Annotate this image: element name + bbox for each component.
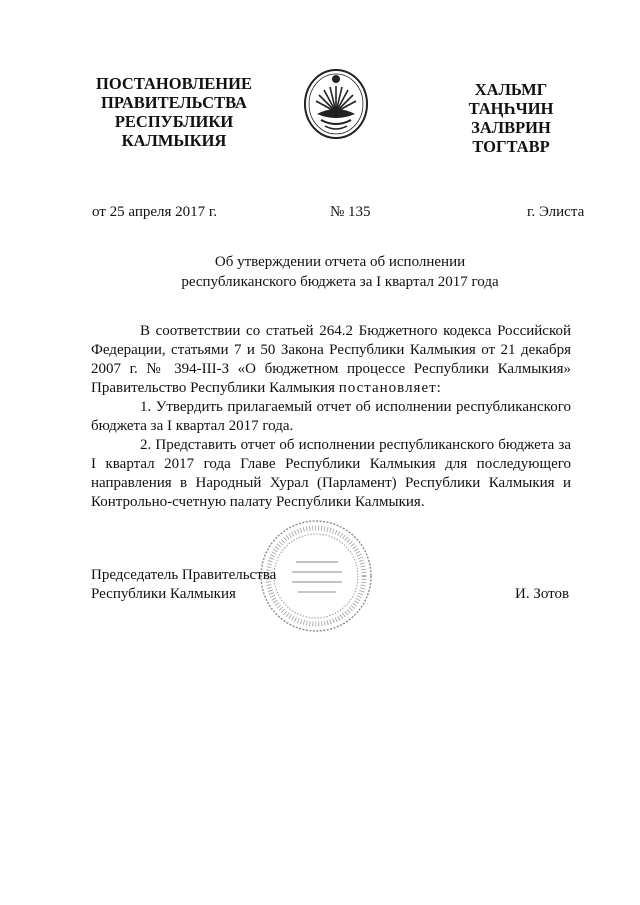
header-left-line: ПОСТАНОВЛЕНИЕ [96,74,252,93]
decree-body [91,322,571,512]
header-left-line: КАЛМЫКИЯ [121,131,227,150]
signatory-title-line: Республики Калмыкия [91,586,236,602]
title-line: Об утверждении отчета об исполнении [214,254,466,270]
paragraph-item-1: 1. Утвердить прилагаемый отчет об исполнении республиканского бюджета за I квартал 2017 года. [91,399,571,434]
intro-tail: Правительство Республики Калмыкия [91,380,335,396]
decree-date: от 25 апреля 2017 г. [92,204,218,220]
signatory-title-line: Председатель Правительства [91,567,277,583]
decree-city: г. Элиста [527,204,585,220]
decree-number: № 135 [330,204,371,220]
decree-word: постановляет: [338,380,442,396]
kalmykia-coat-of-arms-icon [303,68,369,140]
header-left-line: ПРАВИТЕЛЬСТВА [101,93,247,112]
header-kalmyk-title [456,80,566,156]
header-right-line: ХАЛЬМГ [474,80,548,99]
header-right-line: ТОГТАВР [472,137,550,156]
paragraph-intro [91,322,571,398]
signatory-title [91,566,276,604]
header-right-line: ЗАЛВРИН [471,118,551,137]
header-left-line: РЕСПУБЛИКИ [114,112,234,131]
header-right-line: ТАҢҺЧИН [468,99,554,118]
paragraph-item-2: 2. Представить отчет об исполнении республиканского бюджета за I квартал 2017 года Главе Республики Калмыкия для последующего направления в Народный Хурал (Парламент) Республики Калмыкия и Контрольно-счетную палату Республики Калмыкия. [91,437,571,510]
header-russian-title [88,74,260,150]
title-line: республиканского бюджета за I квартал 2017 года [181,274,499,290]
intro-text: В соответствии со статьей 264.2 Бюджетного кодекса Российской Федерации, статьями 7 и 50 Закона Республики Калмыкия от 21 декабря 2007 г. № 394-III-З «О бюджетном процессе Республики Калмыкия» [91,323,571,377]
signatory-name: И. Зотов [515,586,570,602]
decree-title [150,252,530,292]
